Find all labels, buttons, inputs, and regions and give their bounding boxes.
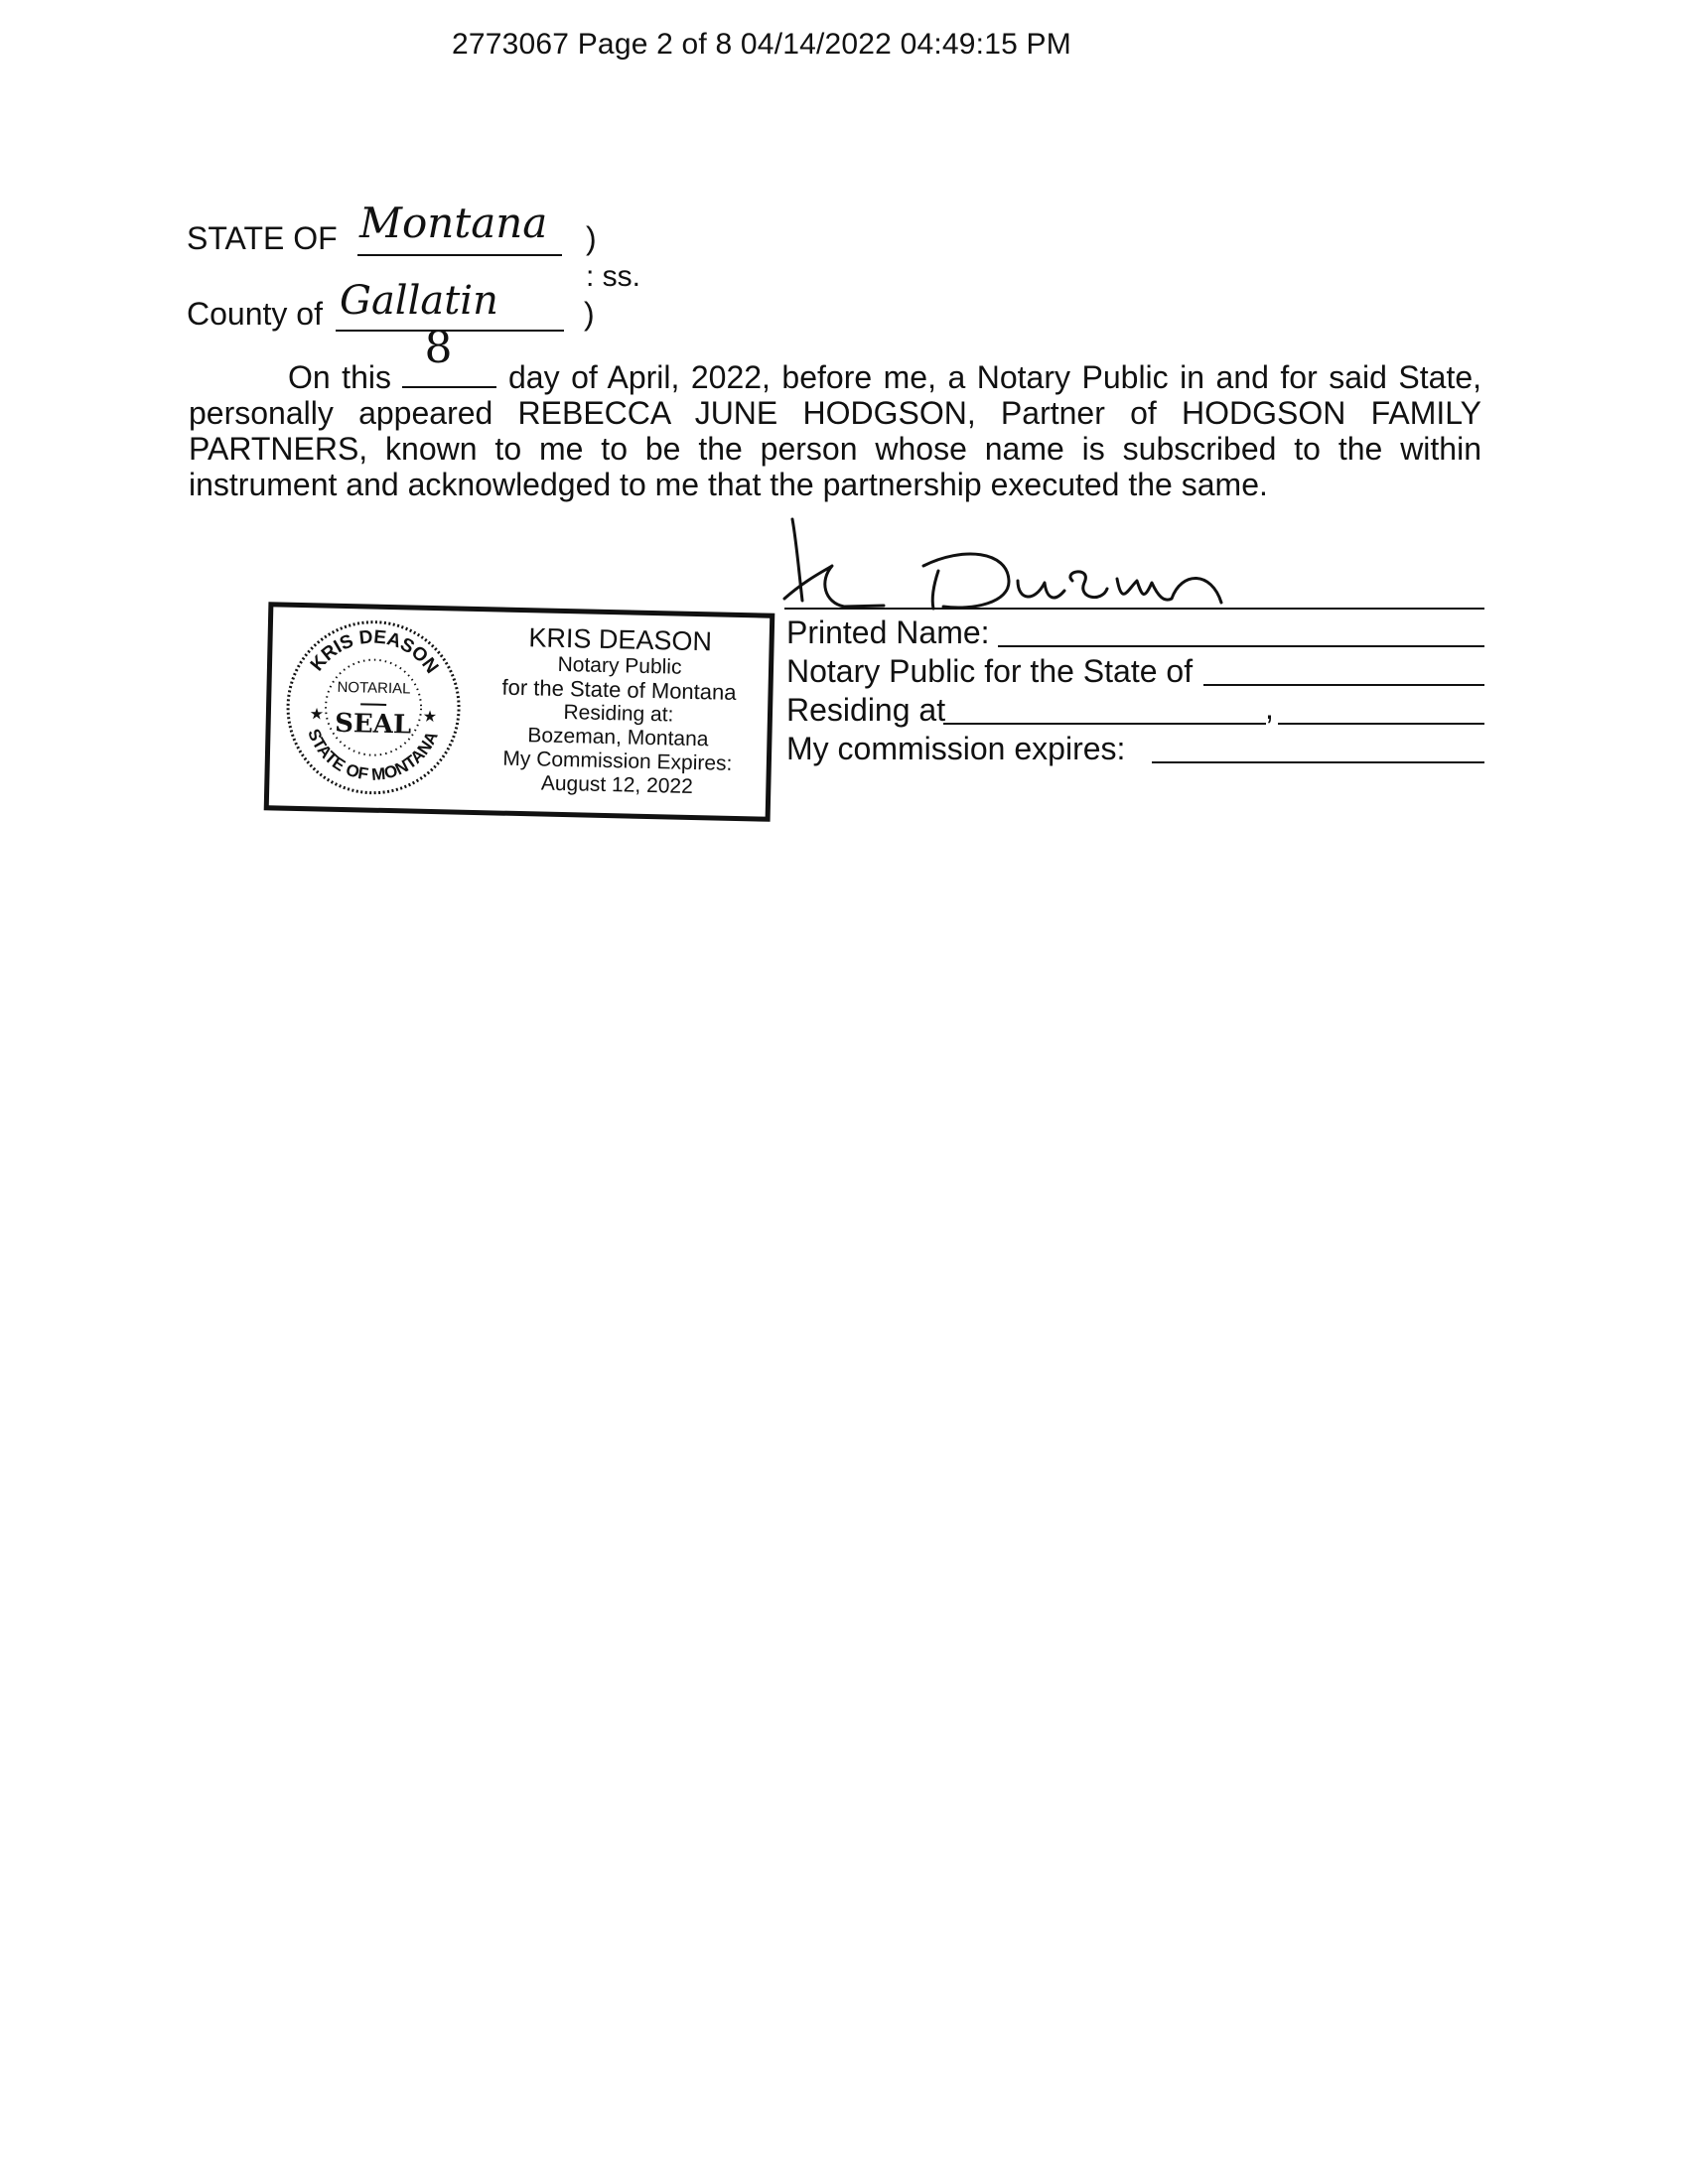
- notary-state-label: Notary Public for the State of: [786, 653, 1194, 689]
- county-of-label: County of: [187, 296, 323, 332]
- day-handwritten: 8: [424, 323, 453, 373]
- venue-paren-1: ): [586, 220, 597, 256]
- seal-title: Notary Public: [557, 652, 682, 679]
- seal-expires-value: August 12, 2022: [540, 771, 694, 798]
- residing-label: Residing at: [786, 692, 946, 728]
- notary-signature-graphic: [774, 511, 1231, 620]
- residing-line-1: [943, 723, 1266, 725]
- printed-name-row: [786, 614, 1193, 652]
- notary-seal-stamp: [264, 602, 775, 822]
- svg-text:KRIS DEASON: [307, 625, 444, 678]
- seal-text-block: [473, 621, 765, 801]
- notary-state-line: [1203, 684, 1484, 686]
- seal-residing-label: Residing at:: [563, 701, 674, 727]
- seal-state-line: for the State of Montana: [501, 674, 737, 705]
- star-icon: ★: [422, 708, 438, 727]
- residing-row: [786, 690, 1274, 730]
- notary-state-row: [786, 652, 1193, 691]
- seal-ring-bottom: STATE OF MONTANA: [304, 726, 442, 784]
- seal-center-top: NOTARIAL: [337, 678, 411, 698]
- county-handwritten: Gallatin: [340, 278, 498, 324]
- venue-paren-2: ): [584, 296, 595, 332]
- star-icon: ★: [309, 706, 325, 724]
- ack-prefix: On this: [288, 359, 391, 395]
- commission-line: [1152, 761, 1484, 763]
- printed-name-line: [998, 645, 1484, 647]
- notary-fields: [786, 614, 1274, 768]
- residing-comma: ,: [1265, 690, 1274, 726]
- commission-label: My commission expires:: [786, 731, 1126, 766]
- commission-row: [786, 730, 1193, 768]
- ack-body: day of April, 2022, before me, a Notary Public in and for said State, personally appeared REBECCA JUNE HODGSON, Partner of HODGSON FAMILY PARTNERS, known to me to be the person whose name is subscribed to the within instrument and acknowledged to me that the partnership executed the same.: [189, 359, 1482, 502]
- state-fill-line: [357, 254, 562, 256]
- state-handwritten: Montana: [359, 199, 548, 247]
- notary-seal-emblem: [281, 615, 466, 800]
- residing-line-2: [1278, 723, 1484, 725]
- venue-ss: : ss.: [586, 260, 641, 293]
- seal-residing-value: Bozeman, Montana: [527, 724, 709, 751]
- recording-stamp: 2773067 Page 2 of 8 04/14/2022 04:49:15 PM: [452, 28, 1071, 61]
- state-of-label: STATE OF: [187, 220, 338, 256]
- printed-name-label: Printed Name:: [786, 614, 990, 650]
- seal-ring-top: KRIS DEASON: [306, 626, 443, 678]
- signature-line: [784, 608, 1484, 610]
- acknowledgment-paragraph: [189, 323, 1482, 502]
- day-blank: [402, 323, 496, 388]
- seal-center-main: SEAL: [334, 708, 412, 741]
- seal-name: KRIS DEASON: [528, 622, 713, 657]
- seal-expires-label: My Commission Expires:: [502, 747, 733, 775]
